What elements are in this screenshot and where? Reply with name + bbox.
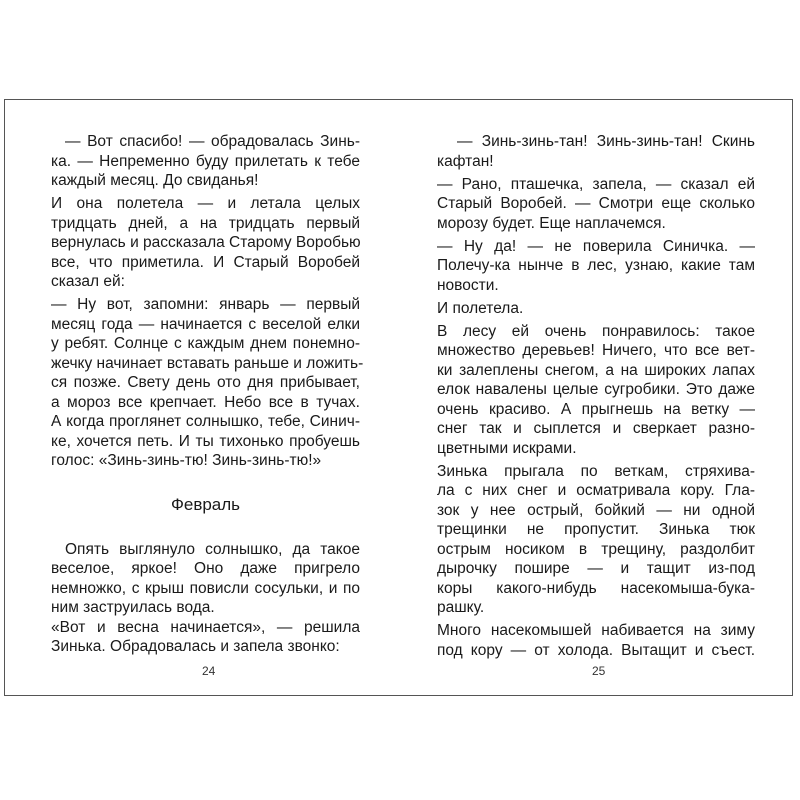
paragraph [51, 295, 364, 471]
text-line: множество деревьев! Ничего, что все вет- [437, 342, 755, 359]
book-spread [4, 99, 793, 696]
text-line: новости. [437, 276, 499, 294]
text-line: Много насекомышей набивается на зиму [437, 622, 755, 639]
text-line: елок навалены целые сугробики. Это даже [437, 381, 755, 398]
text-line: коры какого-нибудь насекомыша-бука- [437, 579, 755, 597]
text-line: месяц года — начинается с веселой елки [51, 315, 360, 333]
text-line: снег так и сыплется и сверкает разно- [437, 420, 755, 437]
paragraph [437, 462, 755, 618]
text-line: очень красиво. А прыгнешь на ветку — [437, 400, 755, 418]
text-line: Старый Воробей. — Смотри еще сколько [437, 195, 755, 212]
text-line: вернулась и рассказала Старому Воробью [51, 234, 361, 251]
text-line: А когда проглянет солнышко, тебе, Синич- [51, 413, 360, 430]
text-line: дырочку пошире — и тащит из-под [437, 560, 755, 577]
text-line: — Ну вот, запомни: январь — первый [51, 296, 360, 313]
text-line: ла с них снег и осматривала кору. Гла- [437, 482, 755, 499]
left-page-text [51, 132, 364, 657]
text-line: ним заструилась вода. [51, 599, 215, 616]
text-line: под кору — от холода. Вытащит и съест. [437, 641, 755, 659]
paragraph [437, 621, 755, 660]
text-line: немножко, с крыш повисли сосульки, и по [51, 579, 360, 597]
text-line: веселое, яркое! Оно даже пригрело [51, 560, 360, 577]
text-line: зок у нее острый, бойкий — ни одной [437, 501, 755, 519]
text-line: тридцать дней, а на тридцать первый [51, 214, 360, 232]
text-line: кафтан! [437, 152, 494, 170]
text-line: острым носиком в трещину, раздолбит [437, 540, 755, 558]
text-line: голос: «Зинь-зинь-тю! Зинь-зинь-тю!» [51, 452, 322, 469]
text-line: — Ну да! — не поверила Синичка. — [437, 237, 755, 255]
text-line: — Рано, пташечка, запела, — сказал ей [437, 175, 755, 193]
paragraph [51, 132, 360, 191]
text-line: рашку. [437, 599, 485, 616]
paragraph [437, 322, 755, 459]
paragraph [437, 132, 755, 171]
page-number: 25 [592, 664, 606, 678]
text-line: Зинька прыгала по веткам, стряхива- [437, 462, 755, 480]
text-line: каждый месяц. До свиданья! [51, 172, 259, 189]
text-line: Зинька. Обрадовалась и запела звонко: [51, 638, 340, 655]
text-line: — Зинь-зинь-тан! Зинь-зинь-тан! Скинь [457, 133, 755, 150]
text-line: трещинки не пропустит. Зинька тюк [437, 521, 755, 538]
right-page-text [437, 132, 755, 660]
text-line: И она полетела — и летала целых [51, 195, 360, 212]
text-line: а мороз все крепчает. Небо все в тучах. [51, 393, 360, 411]
paragraph [437, 175, 755, 234]
text-line: морозу будет. Еще наплачемся. [437, 214, 666, 232]
text-line: у ребят. Солнце с каждым днем понемно- [51, 335, 360, 352]
text-line: цветными искрами. [437, 439, 577, 457]
text-line: жечку начинает вставать раньше и ложить- [51, 354, 364, 372]
text-line: — Вот спасибо! — обрадовалась Зинь- [65, 133, 360, 150]
text-line: Опять выглянуло солнышко, да такое [65, 540, 360, 558]
text-line: все, что приметила. И Старый Воробей [51, 253, 360, 271]
text-line: сказал ей: [51, 273, 125, 290]
paragraph [437, 237, 755, 296]
text-line: «Вот и весна начинается», — решила [51, 618, 360, 636]
text-line: ся позже. Свету день ото дня прибывает, [51, 374, 360, 391]
paragraph [51, 540, 360, 618]
paragraph [51, 618, 360, 657]
text-line: Полечу-ка нынче в лес, узнаю, какие там [437, 257, 755, 274]
page-number: 24 [202, 664, 216, 678]
text-line: ка. — Непременно буду прилетать к тебе [51, 152, 360, 170]
chapter-heading: Февраль [170, 494, 241, 514]
text-line: И полетела. [437, 299, 524, 317]
text-line: ки залеплены снегом, а на широких лапах [437, 361, 755, 379]
text-line: ке, хочется петь. И ты тихонько пробуешь [51, 432, 360, 450]
paragraph [437, 299, 755, 319]
text-line: В лесу ей очень понравилось: такое [437, 322, 755, 340]
paragraph [51, 194, 360, 292]
